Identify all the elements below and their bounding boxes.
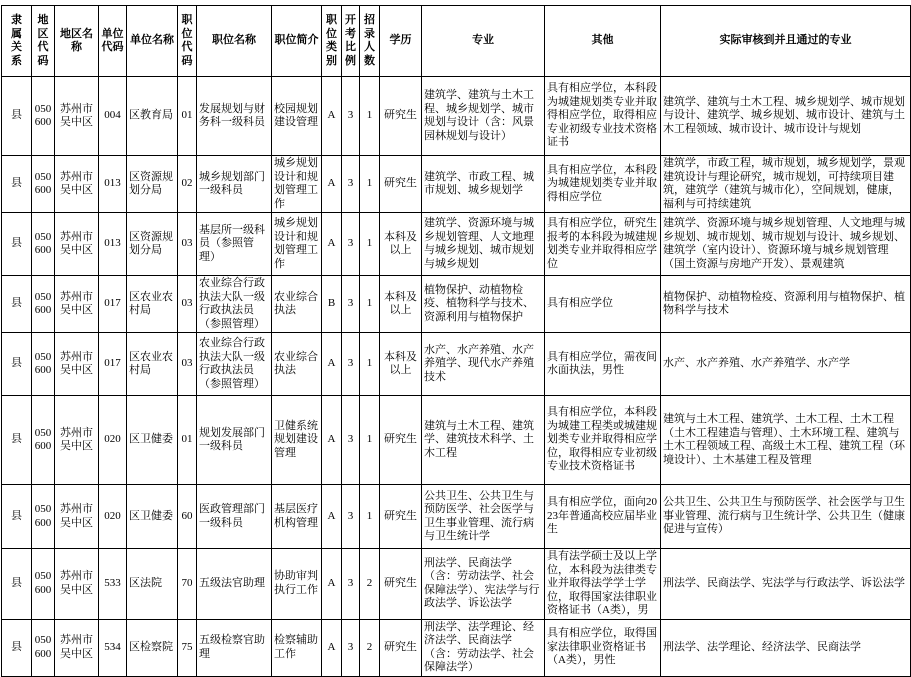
cell-hiring-count: 1 <box>360 276 380 333</box>
cell-unit-name: 区法院 <box>127 549 178 620</box>
cell-verified-majors: 建筑学、资源环境与城乡规划管理、人文地理与城乡规划、城市规划、城市规划与设计、城乡规划、建筑学（室内设计）、资源环境与城乡规划管理（国土资源与房地产开发）、景观建筑 <box>661 213 911 276</box>
cell-unit-name: 区农业农村局 <box>127 276 178 333</box>
cell-unit-code: 020 <box>99 396 127 485</box>
cell-other-requirements: 具有相应学位，取得国家法律职业资格证书（A类），男性 <box>545 619 661 676</box>
cell-position-name: 五级法官助理 <box>197 549 272 620</box>
cell-other-requirements: 具有相应学位，需夜间水面执法，男性 <box>545 333 661 396</box>
cell-region-code: 050600 <box>32 549 55 620</box>
cell-relation: 县 <box>2 549 32 620</box>
cell-position-description: 农业综合执法 <box>272 276 322 333</box>
cell-other-requirements: 具有相应学位，本科段为城建工程类或城建规划类专业并取得相应学位，取得相应专业初级专业技术资格证书 <box>545 396 661 485</box>
header-relation: 隶属关系 <box>2 6 32 77</box>
table-row <box>2 485 911 549</box>
header-region-name: 地区名称 <box>55 6 99 77</box>
cell-exam-ratio: 3 <box>342 276 360 333</box>
cell-major: 刑法学、法学理论、经济法学、民商法学（含：劳动法学、社会保障法学） <box>422 619 545 676</box>
cell-position-code: 60 <box>178 485 197 549</box>
cell-relation: 县 <box>2 619 32 676</box>
cell-verified-majors: 建筑与土木工程、建筑学、土木工程、土木工程（土木工程建造与管理）、土木环境工程、建筑与土木工程领域工程、高级土木工程、建筑工程（环境设计）、土木基建工程及管理 <box>661 396 911 485</box>
cell-hiring-count: 2 <box>360 549 380 620</box>
cell-verified-majors: 刑法学、民商法学、宪法学与行政法学、诉讼法学 <box>661 549 911 620</box>
cell-hiring-count: 1 <box>360 156 380 213</box>
cell-unit-name: 区教育局 <box>127 77 178 156</box>
cell-position-code: 01 <box>178 77 197 156</box>
cell-verified-majors: 公共卫生、公共卫生与预防医学、社会医学与卫生事业管理、流行病与卫生统计学、公共卫生（健康促进与宣传） <box>661 485 911 549</box>
cell-education: 本科及以上 <box>380 333 422 396</box>
header-unit-code: 单位代码 <box>99 6 127 77</box>
cell-education: 研究生 <box>380 156 422 213</box>
cell-region-code: 050600 <box>32 156 55 213</box>
cell-unit-name: 区卫健委 <box>127 485 178 549</box>
cell-position-category: A <box>322 333 342 396</box>
cell-position-description: 卫健系统规划建设管理 <box>272 396 322 485</box>
cell-position-description: 检察辅助工作 <box>272 619 322 676</box>
cell-relation: 县 <box>2 396 32 485</box>
cell-position-category: A <box>322 77 342 156</box>
cell-unit-code: 013 <box>99 156 127 213</box>
cell-region-code: 050600 <box>32 276 55 333</box>
cell-exam-ratio: 3 <box>342 213 360 276</box>
cell-unit-code: 533 <box>99 549 127 620</box>
cell-verified-majors: 建筑学，市政工程，城市规划，城乡规划学，景观建筑设计与理论研究，城市规划，可持续项目建筑，建筑学（建筑与城市化），空间规划，健康，福利与可持续建筑 <box>661 156 911 213</box>
table-row <box>2 333 911 396</box>
cell-exam-ratio: 3 <box>342 485 360 549</box>
cell-verified-majors: 水产、水产养殖、水产养殖学、水产学 <box>661 333 911 396</box>
header-position-code: 职位代码 <box>178 6 197 77</box>
cell-position-category: A <box>322 156 342 213</box>
table-row <box>2 156 911 213</box>
cell-region-code: 050600 <box>32 396 55 485</box>
cell-region-name: 苏州市吴中区 <box>55 333 99 396</box>
table-row <box>2 213 911 276</box>
cell-unit-name: 区资源规划分局 <box>127 156 178 213</box>
table-row <box>2 77 911 156</box>
cell-hiring-count: 1 <box>360 396 380 485</box>
cell-position-description: 农业综合执法 <box>272 333 322 396</box>
cell-relation: 县 <box>2 156 32 213</box>
cell-relation: 县 <box>2 485 32 549</box>
header-hiring-count: 招录人数 <box>360 6 380 77</box>
table-row <box>2 549 911 620</box>
cell-other-requirements: 具有相应学位，本科段为城建规划类专业并取得相应学位 <box>545 156 661 213</box>
cell-exam-ratio: 3 <box>342 77 360 156</box>
cell-major: 建筑与土木工程、建筑学、建筑技术科学、土木工程 <box>422 396 545 485</box>
cell-position-name: 医政管理部门一级科员 <box>197 485 272 549</box>
positions-document <box>1 5 910 677</box>
cell-exam-ratio: 3 <box>342 156 360 213</box>
cell-other-requirements: 具有相应学位，面向2023年普通高校应届毕业生 <box>545 485 661 549</box>
header-other-requirements: 其他 <box>545 6 661 77</box>
cell-unit-name: 区农业农村局 <box>127 333 178 396</box>
header-position-category: 职位类别 <box>322 6 342 77</box>
cell-verified-majors: 植物保护、动植物检疫、资源利用与植物保护、植物科学与技术 <box>661 276 911 333</box>
cell-position-name: 农业综合行政执法大队一级行政执法员（参照管理） <box>197 333 272 396</box>
header-major: 专业 <box>422 6 545 77</box>
cell-position-code: 02 <box>178 156 197 213</box>
table-row <box>2 396 911 485</box>
positions-table <box>1 5 911 677</box>
cell-position-name: 城乡规划部门一级科员 <box>197 156 272 213</box>
cell-unit-code: 534 <box>99 619 127 676</box>
cell-other-requirements: 具有相应学位，本科段为城建规划类专业并取得相应学位，取得相应专业初级专业技术资格证书 <box>545 77 661 156</box>
cell-unit-name: 区卫健委 <box>127 396 178 485</box>
cell-position-description: 城乡规划设计和规划管理工作 <box>272 213 322 276</box>
cell-position-code: 03 <box>178 213 197 276</box>
table-row <box>2 276 911 333</box>
cell-region-name: 苏州市吴中区 <box>55 213 99 276</box>
cell-education: 本科及以上 <box>380 276 422 333</box>
table-row <box>2 619 911 676</box>
header-position-name: 职位名称 <box>197 6 272 77</box>
cell-education: 研究生 <box>380 77 422 156</box>
cell-major: 建筑学、资源环境与城乡规划管理、人文地理与城乡规划、城市规划与城乡规划 <box>422 213 545 276</box>
cell-position-code: 03 <box>178 333 197 396</box>
cell-region-code: 050600 <box>32 619 55 676</box>
cell-unit-code: 020 <box>99 485 127 549</box>
cell-hiring-count: 1 <box>360 77 380 156</box>
header-education: 学历 <box>380 6 422 77</box>
table-header-row <box>2 6 911 77</box>
cell-major: 植物保护、动植物检疫、植物科学与技术、资源利用与植物保护 <box>422 276 545 333</box>
cell-position-category: A <box>322 213 342 276</box>
cell-verified-majors: 建筑学、建筑与土木工程、城乡规划学、城市规划与设计、建筑学、城乡规划、城市设计、建筑与土木工程领域、城市设计、城市设计与规划 <box>661 77 911 156</box>
cell-verified-majors: 刑法学、法学理论、经济法学、民商法学 <box>661 619 911 676</box>
cell-position-code: 70 <box>178 549 197 620</box>
cell-hiring-count: 2 <box>360 619 380 676</box>
cell-relation: 县 <box>2 333 32 396</box>
cell-position-name: 农业综合行政执法大队一级行政执法员（参照管理） <box>197 276 272 333</box>
cell-position-code: 01 <box>178 396 197 485</box>
cell-region-name: 苏州市吴中区 <box>55 276 99 333</box>
cell-education: 研究生 <box>380 549 422 620</box>
cell-region-name: 苏州市吴中区 <box>55 485 99 549</box>
cell-relation: 县 <box>2 213 32 276</box>
cell-unit-code: 017 <box>99 276 127 333</box>
cell-major: 建筑学、建筑与土木工程、城乡规划学、城市规划与设计（含：风景园林规划与设计） <box>422 77 545 156</box>
cell-unit-code: 017 <box>99 333 127 396</box>
header-position-description: 职位简介 <box>272 6 322 77</box>
cell-unit-name: 区检察院 <box>127 619 178 676</box>
header-exam-ratio: 开考比例 <box>342 6 360 77</box>
cell-education: 本科及以上 <box>380 213 422 276</box>
cell-region-name: 苏州市吴中区 <box>55 549 99 620</box>
cell-position-code: 03 <box>178 276 197 333</box>
cell-position-description: 协助审判执行工作 <box>272 549 322 620</box>
cell-other-requirements: 具有相应学位 <box>545 276 661 333</box>
cell-education: 研究生 <box>380 619 422 676</box>
cell-unit-code: 013 <box>99 213 127 276</box>
cell-region-code: 050600 <box>32 213 55 276</box>
cell-position-name: 发展规划与财务科一级科员 <box>197 77 272 156</box>
cell-exam-ratio: 3 <box>342 396 360 485</box>
cell-region-name: 苏州市吴中区 <box>55 77 99 156</box>
cell-position-name: 规划发展部门一级科员 <box>197 396 272 485</box>
cell-unit-name: 区资源规划分局 <box>127 213 178 276</box>
cell-position-category: A <box>322 485 342 549</box>
cell-exam-ratio: 3 <box>342 619 360 676</box>
cell-position-name: 五级检察官助理 <box>197 619 272 676</box>
cell-position-category: A <box>322 396 342 485</box>
cell-position-description: 校园规划建设管理 <box>272 77 322 156</box>
cell-major: 水产、水产养殖、水产养殖学、现代水产养殖技术 <box>422 333 545 396</box>
cell-education: 研究生 <box>380 485 422 549</box>
cell-region-name: 苏州市吴中区 <box>55 156 99 213</box>
cell-position-category: A <box>322 619 342 676</box>
header-unit-name: 单位名称 <box>127 6 178 77</box>
cell-relation: 县 <box>2 276 32 333</box>
cell-relation: 县 <box>2 77 32 156</box>
cell-hiring-count: 1 <box>360 213 380 276</box>
cell-position-description: 基层医疗机构管理 <box>272 485 322 549</box>
cell-region-name: 苏州市吴中区 <box>55 396 99 485</box>
cell-major: 刑法学、民商法学（含：劳动法学、社会保障法学）、宪法学与行政法学、诉讼法学 <box>422 549 545 620</box>
cell-exam-ratio: 3 <box>342 549 360 620</box>
cell-region-name: 苏州市吴中区 <box>55 619 99 676</box>
header-verified-majors: 实际审核到并且通过的专业 <box>661 6 911 77</box>
cell-position-category: B <box>322 276 342 333</box>
cell-position-code: 75 <box>178 619 197 676</box>
cell-education: 研究生 <box>380 396 422 485</box>
cell-exam-ratio: 3 <box>342 333 360 396</box>
cell-unit-code: 004 <box>99 77 127 156</box>
cell-position-name: 基层所一级科员（参照管理） <box>197 213 272 276</box>
cell-region-code: 050600 <box>32 77 55 156</box>
cell-region-code: 050600 <box>32 333 55 396</box>
cell-other-requirements: 具有相应学位，研究生报考的本科段为城建规划类专业并取得相应学位 <box>545 213 661 276</box>
cell-hiring-count: 1 <box>360 485 380 549</box>
cell-major: 公共卫生、公共卫生与预防医学、社会医学与卫生事业管理、流行病与卫生统计学 <box>422 485 545 549</box>
cell-major: 建筑学、市政工程、城市规划、城乡规划学 <box>422 156 545 213</box>
cell-position-description: 城乡规划设计和规划管理工作 <box>272 156 322 213</box>
cell-other-requirements: 具有法学硕士及以上学位，本科段为法律类专业并取得法学学士学位，取得国家法律职业资格证书（A类），男 <box>545 549 661 620</box>
cell-position-category: A <box>322 549 342 620</box>
header-region-code: 地区代码 <box>32 6 55 77</box>
cell-hiring-count: 1 <box>360 333 380 396</box>
cell-region-code: 050600 <box>32 485 55 549</box>
